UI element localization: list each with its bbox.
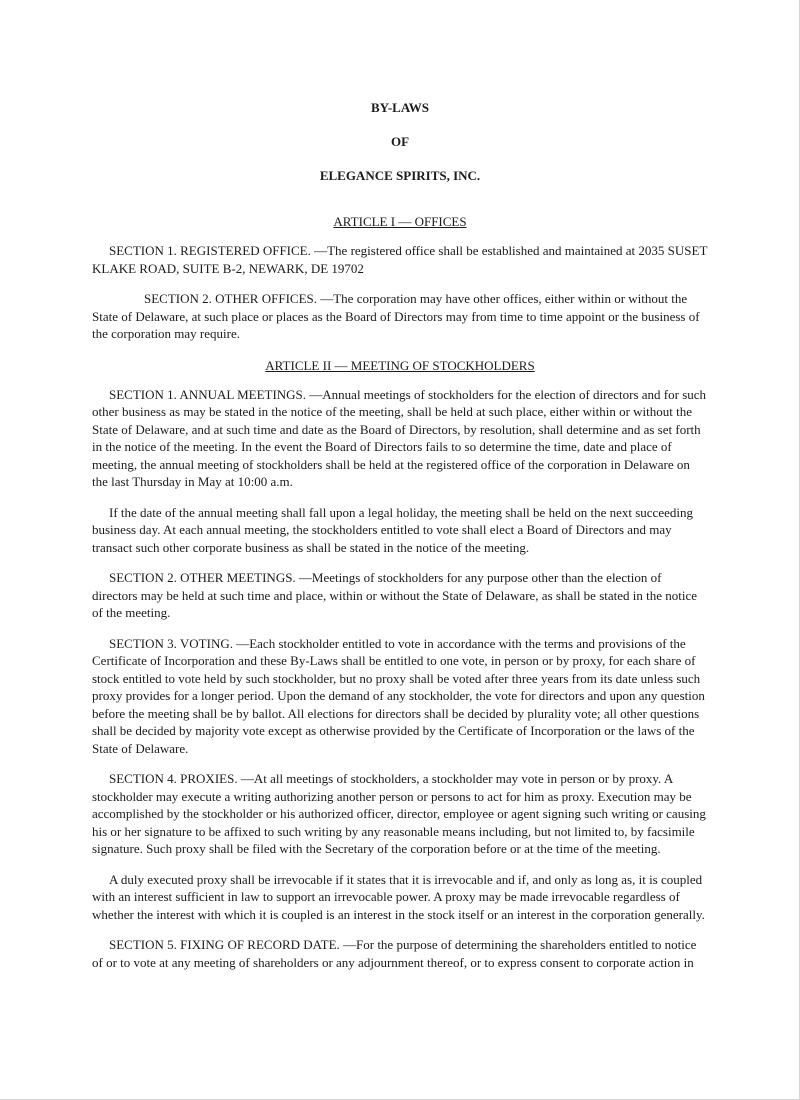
article-2-heading: ARTICLE II — MEETING OF STOCKHOLDERS — [265, 357, 535, 373]
article-2-section-1-paragraph: SECTION 1. ANNUAL MEETINGS. —Annual meetings of stockholders for the election of directors and for such other business as may be stated in the notice of the meeting, shall be held at such place, either within or without the State of Delaware, and at such time and date as the Board of Directors, by resolution, shall determine and as set forth in the notice of the meeting. In the event the Board of Directors fails to so determine the time, date and place of meeting, the annual meeting of stockholders shall be held at the registered office of the corporation in Delaware on the last Thursday in May at 10:00 a.m. — [92, 386, 707, 489]
doc-title-line-3: ELEGANCE SPIRITS, INC. — [319, 168, 481, 183]
article-1-heading: ARTICLE I — OFFICES — [333, 214, 467, 229]
doc-title-line-1: BY-LAWS — [370, 100, 430, 115]
doc-title-line-2: OF — [390, 134, 410, 149]
article-2-section-4-continuation-paragraph: A duly executed proxy shall be irrevocable if it states that it is irrevocable and if, and only as long as, it is coupled with an interest sufficient in law to support an irrevocable power. A proxy may be made irrevocable regardless of whether the interest with which it is coupled is an interest in the stock itself or an interest in the corporation generally. — [92, 871, 705, 922]
article-1-section-1-paragraph: SECTION 1. REGISTERED OFFICE. —The registered office shall be established and maintained at 2035 SUSET KLAKE ROAD, SUITE B-2, NEWARK, DE 19702 — [92, 243, 708, 276]
article-1-section-2-paragraph: SECTION 2. OTHER OFFICES. —The corporation may have other offices, either within or without the State of Delaware, at such place or places as the Board of Directors may from time to time appoint or the business of the corporation may require. — [92, 291, 700, 341]
article-2-section-2-paragraph: SECTION 2. OTHER MEETINGS. —Meetings of stockholders for any purpose other than the election of directors may be held at such time and place, within or without the State of Delaware, as shall be stated in the notice of the meeting. — [92, 570, 698, 620]
article-2-section-4-paragraph: SECTION 4. PROXIES. —At all meetings of stockholders, a stockholder may vote in person or by proxy. A stockholder may execute a writing authorizing another person or persons to act for him as proxy. Execution may be accomplished by the stockholder or his authorized officer, director, employee or agent signing such writing or causing his or her signature to be affixed to such writing by any reasonable means including, but not limited to, by facsimile signature. Such proxy shall be filed with the Secretary of the corporation before or at the time of the meeting. — [92, 771, 706, 856]
article-2-section-1-continuation-paragraph: If the date of the annual meeting shall fall upon a legal holiday, the meeting shall be held on the next succeeding business day. At each annual meeting, the stockholders entitled to vote shall elect a Board of Directors and may transact such other corporate business as shall be stated in the notice of the meeting. — [92, 504, 693, 555]
article-2-section-3-paragraph: SECTION 3. VOTING. —Each stockholder entitled to vote in accordance with the terms and provisions of the Certificate of Incorporation and these By-Laws shall be entitled to one vote, in person or by proxy, for each share of stock entitled to vote held by such stockholder, but no proxy shall be voted after three years from its date unless such proxy provides for a longer period. Upon the demand of any stockholder, the vote for directors and upon any question before the meeting shall be by ballot. All elections for directors shall be decided by plurality vote; all other questions shall be decided by majority vote except as otherwise provided by the Certificate of Incorporation or the laws of the State of Delaware. — [92, 635, 705, 756]
article-2-section-5-paragraph: SECTION 5. FIXING OF RECORD DATE. —For the purpose of determining the shareholders entitled to notice of or to vote at any meeting of shareholders or any adjournment thereof, or to express consent to corporate action in — [92, 937, 697, 970]
